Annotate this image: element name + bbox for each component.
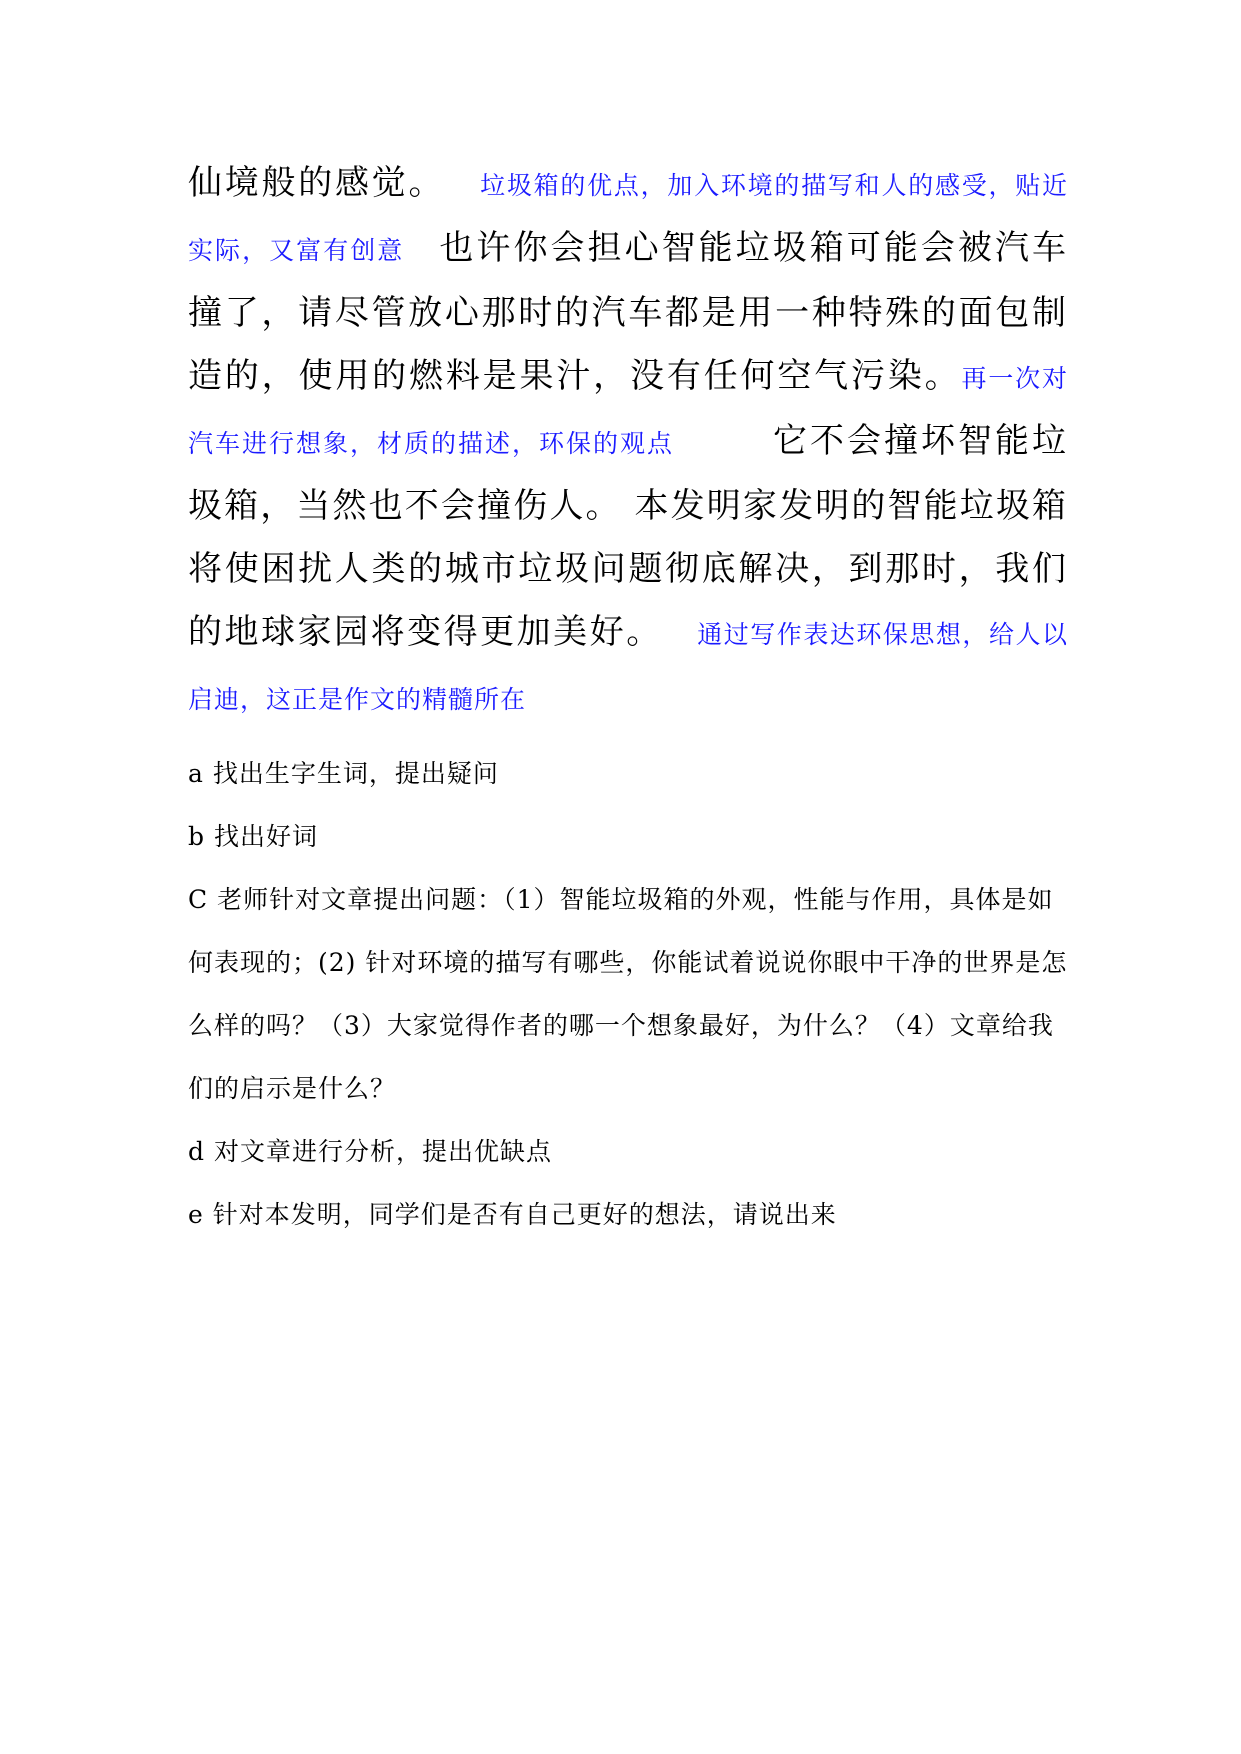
essay-text-3: 它不会撞坏智能垃圾箱，当然也不会撞伤人。 本发明家发明的智能垃圾箱将使困扰人类的城市垃圾问题彻底解决，到那时，我们的地球家园将变得更加美好。 xyxy=(188,421,1068,652)
teacher-comment-2: 再一次对汽车进行想象，材质的描述，环保的观点 xyxy=(188,364,1068,458)
teacher-comment-1: 垃圾箱的优点，加入环境的描写和人的感受，贴近实际，又富有创意 xyxy=(188,171,1068,265)
task-list xyxy=(188,742,1068,1246)
essay-paragraph xyxy=(188,152,1068,731)
essay-text-1: 仙境般的感觉。 xyxy=(188,163,446,203)
task-item-d: d 对文章进行分析，提出优缺点 xyxy=(188,1137,552,1166)
task-item-a: a 找出生字生词，提出疑问 xyxy=(188,759,499,788)
essay-text-2: 也许你会担心智能垃圾箱可能会被汽车撞了，请尽管放心那时的汽车都是用一种特殊的面包制造的，使用的燃料是果汁，没有任何空气污染。 xyxy=(188,228,1068,396)
task-item-c: C 老师针对文章提出问题：（1）智能垃圾箱的外观，性能与作用，具体是如何表现的；(2) 针对环境的描写有哪些，你能试着说说你眼中干净的世界是怎么样的吗？（3）大家觉得作者的哪一个想象最好，为什么？（4）文章给我们的启示是什么？ xyxy=(188,885,1068,1103)
task-item-e: e 针对本发明，同学们是否有自己更好的想法，请说出来 xyxy=(188,1200,837,1229)
teacher-comment-3: 通过写作表达环保思想，给人以启迪，这正是作文的精髓所在 xyxy=(188,620,1068,714)
task-item-b: b 找出好词 xyxy=(188,822,318,851)
